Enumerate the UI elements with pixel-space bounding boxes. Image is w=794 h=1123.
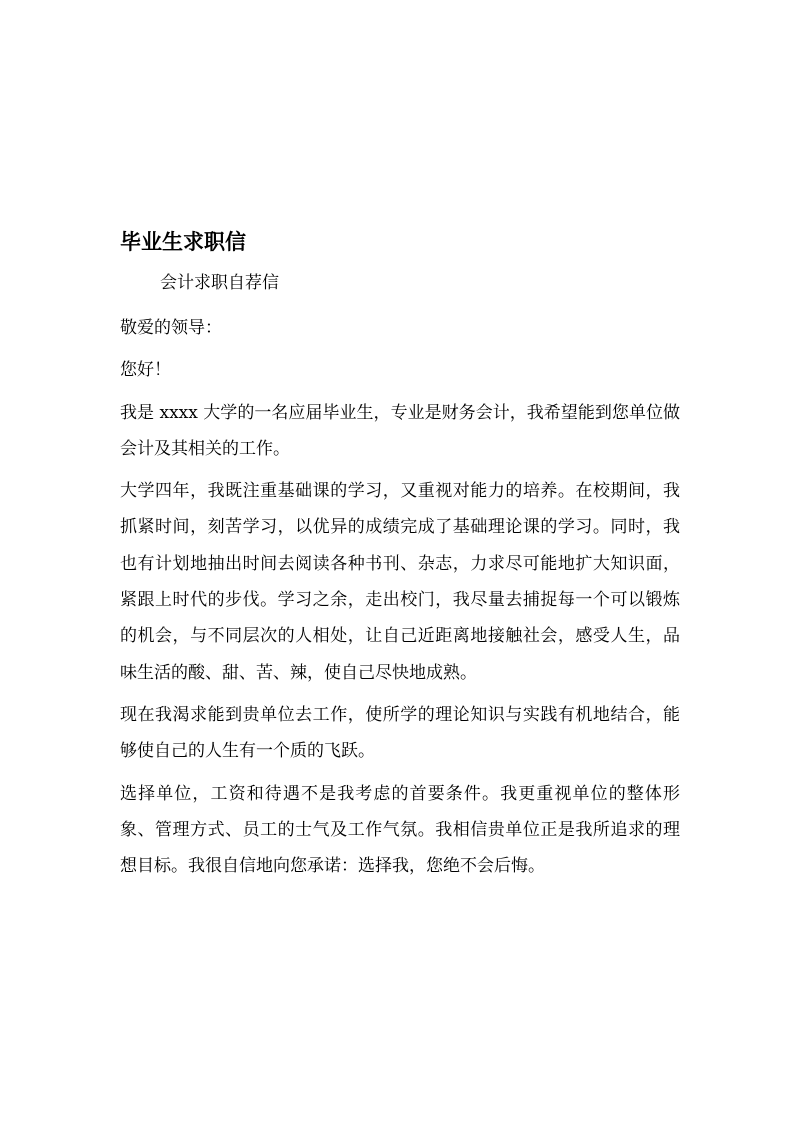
salutation: 敬爱的领导： (120, 318, 222, 338)
document-title: 毕业生求职信 (120, 229, 246, 254)
paragraph-commitment: 选择单位，工资和待遇不是我考虑的首要条件。我更重视单位的整体形象、管理方式、员工的士气及工作气氛。我相信贵单位正是我所追求的理想目标。我很自信地向您承诺：选择我，您绝不会后悔。 (120, 783, 680, 877)
paragraph-aspiration: 现在我渴求能到贵单位去工作，使所学的理论知识与实践有机地结合，能够使自己的人生有一个质的飞跃。 (120, 704, 680, 762)
paragraph-intro: 我是 xxxx 大学的一名应届毕业生，专业是财务会计，我希望能到您单位做会计及其相关的工作。 (120, 402, 680, 459)
greeting: 您好！ (120, 360, 171, 381)
paragraph-education: 大学四年，我既注重基础课的学习，又重视对能力的培养。在校期间，我抓紧时间，刻苦学习，以优异的成绩完成了基础理论课的学习。同时，我也有计划地抽出时间去阅读各种书刊、杂志，力求尽可能地扩大知识面，紧跟上时代的步伐。学习之余，走出校门，我尽量去捕捉每一个可以锻炼的机会，与不同层次的人相处，让自己近距离地接触社会，感受人生，品味生活的酸、甜、苦、辣，使自己尽快地成熟。 (120, 481, 680, 683)
letter-body (120, 310, 680, 890)
document-subtitle: 会计求职自荐信 (160, 273, 279, 293)
